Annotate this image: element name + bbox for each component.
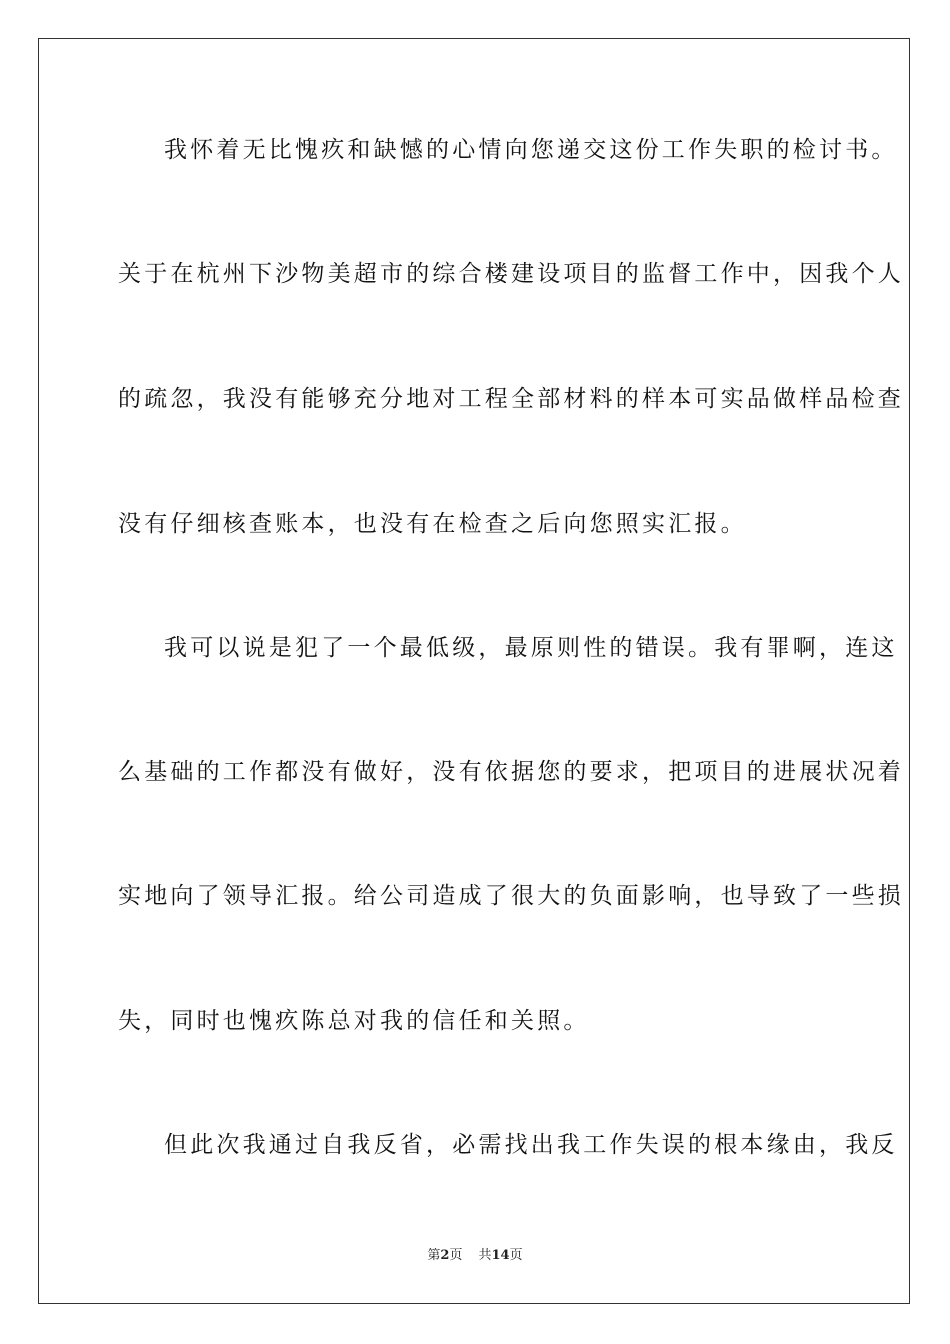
paragraph-2-line-4: 失，同时也愧疚陈总对我的信任和关照。	[118, 1008, 590, 1034]
paragraph-2-line-2: 么基础的工作都没有做好，没有依据您的要求，把项目的进展状况着	[118, 759, 904, 785]
paragraph-2-line-3: 实地向了领导汇报。给公司造成了很大的负面影响，也导致了一些损	[118, 883, 904, 909]
paragraph-1-line-4: 没有仔细核查账本，也没有在检查之后向您照实汇报。	[118, 511, 747, 537]
current-page-number: 2	[440, 1248, 450, 1263]
page-footer	[0, 1246, 950, 1266]
paragraph-1-line-1: 我怀着无比愧疚和缺憾的心情向您递交这份工作失职的检讨书。	[164, 137, 898, 163]
page-border	[38, 38, 910, 1304]
total-pages-number: 14	[491, 1248, 510, 1263]
page-label-suffix: 页	[449, 1248, 463, 1263]
page-label-prefix: 第	[427, 1248, 441, 1263]
paragraph-1-line-3: 的疏忽，我没有能够充分地对工程全部材料的样本可实品做样品检查	[118, 386, 904, 412]
total-label-suffix: 页	[509, 1248, 523, 1263]
total-label-prefix: 共	[478, 1248, 492, 1263]
paragraph-2-line-1: 我可以说是犯了一个最低级，最原则性的错误。我有罪啊，连这	[164, 635, 898, 661]
paragraph-1-line-2: 关于在杭州下沙物美超市的综合楼建设项目的监督工作中，因我个人	[118, 261, 904, 287]
paragraph-3-line-1: 但此次我通过自我反省，必需找出我工作失误的根本缘由，我反	[164, 1132, 898, 1158]
